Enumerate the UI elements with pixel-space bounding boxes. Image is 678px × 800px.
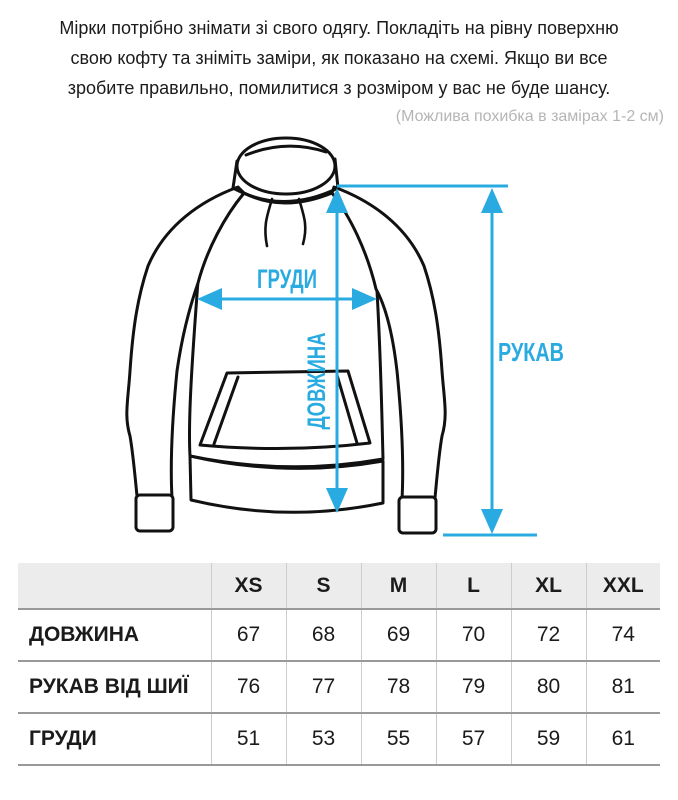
size-value-cell: 51 (211, 713, 286, 765)
hoodie-diagram-svg (0, 131, 678, 563)
size-value-cell: 61 (586, 713, 660, 765)
size-header-cell-l: L (436, 563, 511, 609)
table-row-chest (18, 713, 660, 765)
sleeve-label: РУКАВ (498, 337, 564, 367)
chest-label: ГРУДИ (257, 264, 317, 294)
size-header-cell-xxl: XXL (586, 563, 660, 609)
size-header-cell-m: M (361, 563, 436, 609)
row-label: РУКАВ ВІД ШИЇ (18, 661, 211, 713)
hoodie-measurement-diagram (0, 131, 678, 563)
hoodie-left-cuff (136, 495, 173, 531)
size-header-cell-xl: XL (511, 563, 586, 609)
size-value-cell: 78 (361, 661, 436, 713)
size-value-cell: 57 (436, 713, 511, 765)
size-value-cell: 80 (511, 661, 586, 713)
size-value-cell: 59 (511, 713, 586, 765)
row-label: ГРУДИ (18, 713, 211, 765)
size-value-cell: 74 (586, 609, 660, 661)
table-row-sleeve (18, 661, 660, 713)
size-value-cell: 72 (511, 609, 586, 661)
size-value-cell: 53 (286, 713, 361, 765)
size-table (18, 563, 660, 766)
size-value-cell: 79 (436, 661, 511, 713)
size-value-cell: 55 (361, 713, 436, 765)
size-header-cell-xs: XS (211, 563, 286, 609)
size-value-cell: 81 (586, 661, 660, 713)
hood-left-edge (233, 161, 237, 188)
row-label: ДОВЖИНА (18, 609, 211, 661)
size-header-empty-cell (18, 563, 211, 609)
size-value-cell: 67 (211, 609, 286, 661)
table-row-length (18, 609, 660, 661)
hoodie-outline (127, 138, 445, 533)
size-header-cell-s: S (286, 563, 361, 609)
size-table-header-row (18, 563, 660, 609)
tolerance-note: (Можлива похибка в замірах 1-2 см) (395, 108, 664, 125)
hood-right-edge (335, 159, 338, 188)
size-value-cell: 77 (286, 661, 361, 713)
size-value-cell: 69 (361, 609, 436, 661)
size-value-cell: 68 (286, 609, 361, 661)
intro-text: Мірки потрібно знімати зі свого одягу. Покладіть на рівну поверхню свою кофту та зніміть заміри, як показано на схемі. Якщо ви все зробите правильно, помилитися з розміром у вас не буде шансу. (59, 18, 619, 98)
size-value-cell: 76 (211, 661, 286, 713)
hoodie-right-cuff (399, 497, 436, 533)
length-label: ДОВЖИНА (303, 298, 331, 430)
size-value-cell: 70 (436, 609, 511, 661)
